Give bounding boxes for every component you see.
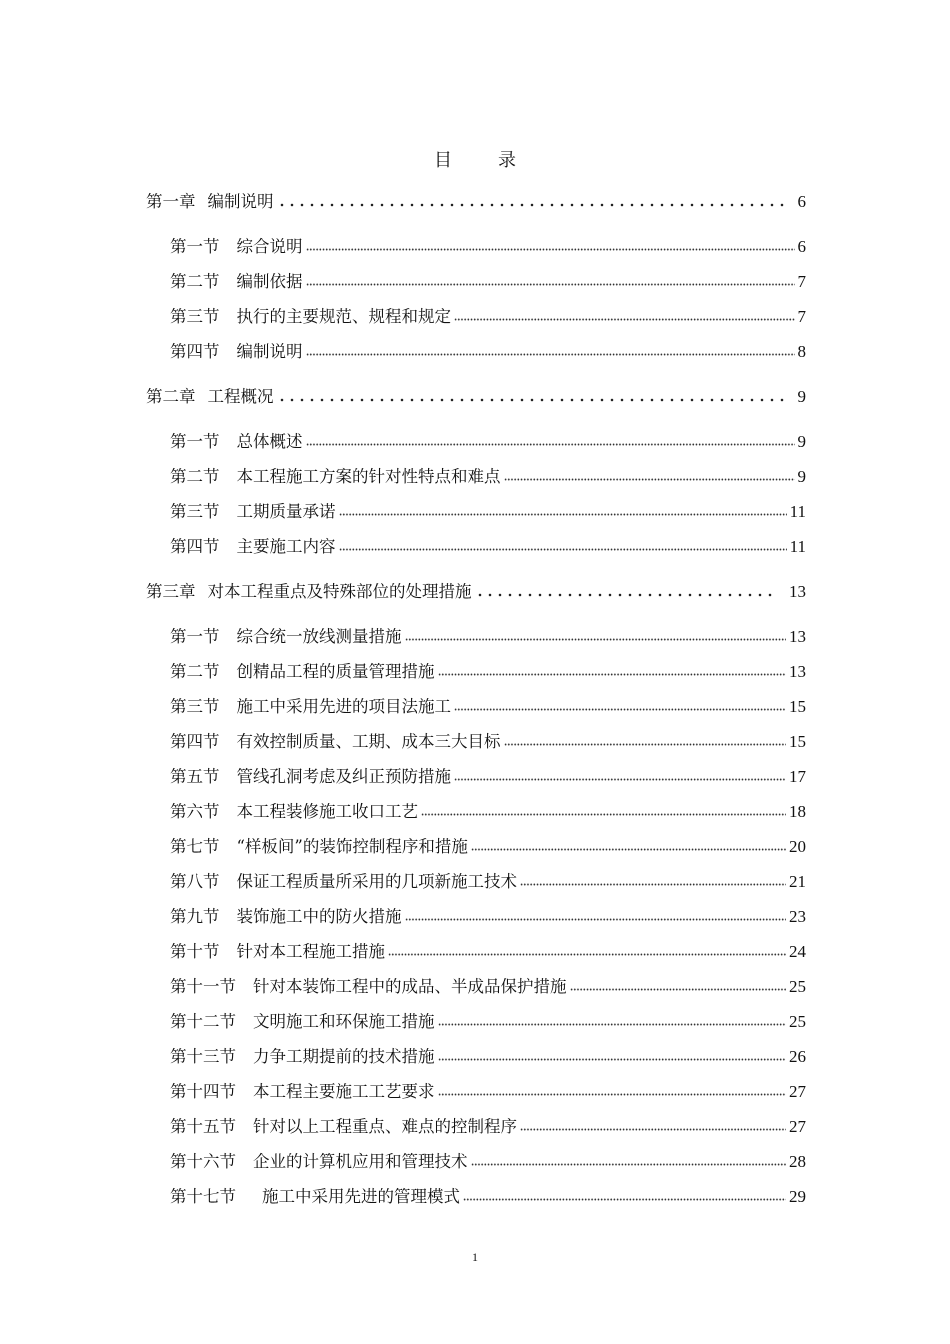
- toc-entry-label: [170, 340, 303, 364]
- toc-dot-leader: [454, 308, 795, 322]
- toc-dot-leader: [306, 343, 795, 357]
- toc-entry-title: 装饰施工中的防火措施: [236, 907, 402, 926]
- toc-dot-leader: [339, 503, 787, 517]
- toc-dot-leader: [306, 273, 795, 287]
- toc-entry-page: 15: [789, 697, 806, 716]
- toc-entry-page: 18: [789, 802, 806, 821]
- toc-entry-number: 第十二节: [170, 1012, 236, 1031]
- toc-entry-page: 13: [789, 627, 806, 646]
- toc-entry-title: 针对本工程施工措施: [236, 942, 385, 961]
- toc-entry-page: 25: [789, 977, 806, 996]
- toc-entry-number: 第八节: [170, 872, 220, 891]
- toc-dot-leader: [520, 1118, 786, 1132]
- toc-entry-label: [146, 190, 274, 214]
- toc-dot-leader: [277, 193, 785, 207]
- toc-entry-label: [170, 1185, 460, 1209]
- toc-entry-label: [170, 500, 336, 524]
- toc-entry-page: 27: [789, 1117, 806, 1136]
- toc-entry-title: 综合统一放线测量措施: [236, 627, 402, 646]
- toc-entry-title: 主要施工内容: [236, 537, 336, 556]
- toc-entry-label: [170, 625, 402, 649]
- toc-section-entry[interactable]: [170, 730, 806, 754]
- toc-entry-page: 27: [789, 1082, 806, 1101]
- toc-entry-number: 第四节: [170, 537, 220, 556]
- toc-section-entry[interactable]: [170, 940, 806, 964]
- toc-section-entry[interactable]: [170, 535, 806, 559]
- toc-entry-number: 第四节: [170, 342, 220, 361]
- toc-entry-title: 施工中采用先进的项目法施工: [236, 697, 451, 716]
- toc-title-char-1: 目: [434, 150, 452, 171]
- toc-section-entry[interactable]: [170, 1010, 806, 1034]
- toc-entry-title: 本工程装修施工收口工艺: [236, 802, 418, 821]
- toc-entry-title: 针对以上工程重点、难点的控制程序: [253, 1117, 517, 1136]
- toc-entry-title: “样板间”的装饰控制程序和措施: [236, 837, 468, 856]
- toc-entry-title: 针对本装饰工程中的成品、半成品保护措施: [253, 977, 567, 996]
- toc-section-entry[interactable]: [170, 625, 806, 649]
- toc-entry-title: 编制说明: [207, 192, 274, 211]
- toc-entry-page: 11: [789, 502, 806, 521]
- toc-entry-title: 综合说明: [236, 237, 303, 256]
- toc-entry-page: 25: [789, 1012, 806, 1031]
- toc-entry-label: [170, 1115, 517, 1139]
- toc-entry-title: 编制依据: [236, 272, 303, 291]
- toc-section-entry[interactable]: [170, 975, 806, 999]
- toc-section-entry[interactable]: [170, 695, 806, 719]
- toc-entry-number: 第十五节: [170, 1117, 236, 1136]
- toc-dot-leader: [438, 1048, 787, 1062]
- toc-entry-number: 第十七节: [170, 1187, 236, 1206]
- toc-section-entry[interactable]: [170, 1045, 806, 1069]
- toc-section-entry[interactable]: [170, 1115, 806, 1139]
- toc-section-entry[interactable]: [170, 430, 806, 454]
- toc-dot-leader: [471, 1153, 787, 1167]
- toc-entry-number: 第一节: [170, 627, 220, 646]
- toc-entry-number: 第四节: [170, 732, 220, 751]
- toc-title: [0, 146, 950, 172]
- toc-entry-number: 第二章: [146, 387, 196, 406]
- toc-entry-page: 20: [789, 837, 806, 856]
- toc-section-entry[interactable]: [170, 765, 806, 789]
- toc-entry-label: [170, 730, 501, 754]
- toc-entry-label: [170, 695, 451, 719]
- toc-entry-number: 第二节: [170, 662, 220, 681]
- toc-section-entry[interactable]: [170, 660, 806, 684]
- toc-entry-label: [170, 800, 418, 824]
- toc-entry-label: [170, 465, 501, 489]
- toc-entry-label: [170, 1045, 435, 1069]
- toc-dot-leader: [438, 1013, 787, 1027]
- toc-entry-number: 第十六节: [170, 1152, 236, 1171]
- toc-dot-leader: [388, 943, 786, 957]
- toc-dot-leader: [520, 873, 786, 887]
- toc-dot-leader: [475, 583, 777, 597]
- toc-entry-page: 9: [797, 432, 806, 451]
- toc-entry-number: 第五节: [170, 767, 220, 786]
- toc-section-entry[interactable]: [170, 1150, 806, 1174]
- toc-entry-label: [170, 1150, 468, 1174]
- toc-section-entry[interactable]: [170, 305, 806, 329]
- toc-entry-page: 28: [789, 1152, 806, 1171]
- toc-entry-page: 26: [789, 1047, 806, 1066]
- toc-chapter-entry[interactable]: [146, 190, 806, 214]
- toc-entry-page: 17: [789, 767, 806, 786]
- toc-entry-page: 9: [797, 387, 806, 406]
- toc-entry-number: 第九节: [170, 907, 220, 926]
- toc-entry-page: 9: [797, 467, 806, 486]
- toc-entry-title: 编制说明: [236, 342, 303, 361]
- toc-dot-leader: [471, 838, 786, 852]
- toc-entry-page: 13: [789, 582, 806, 601]
- toc-entry-page: 29: [789, 1187, 806, 1206]
- toc-dot-leader: [463, 1188, 786, 1202]
- toc-dot-leader: [504, 733, 787, 747]
- toc-section-entry[interactable]: [170, 1080, 806, 1104]
- toc-dot-leader: [277, 388, 785, 402]
- toc-entry-label: [170, 660, 435, 684]
- toc-entry-page: 24: [789, 942, 806, 961]
- toc-entry-title: 文明施工和环保施工措施: [253, 1012, 435, 1031]
- toc-entry-number: 第十节: [170, 942, 220, 961]
- toc-dot-leader: [306, 238, 795, 252]
- toc-entry-label: [170, 1010, 435, 1034]
- toc-entry-title: 施工中采用先进的管理模式: [262, 1187, 460, 1206]
- toc-entry-number: 第三节: [170, 307, 220, 326]
- toc-dot-leader: [454, 768, 786, 782]
- toc-section-entry[interactable]: [170, 270, 806, 294]
- page-number: 1: [472, 1250, 478, 1264]
- toc-entry-page: 23: [789, 907, 806, 926]
- toc-entry-label: [170, 270, 303, 294]
- toc-entry-number: 第三节: [170, 697, 220, 716]
- toc-entry-title: 执行的主要规范、规程和规定: [236, 307, 451, 326]
- toc-dot-leader: [405, 628, 787, 642]
- toc-section-entry[interactable]: [170, 340, 806, 364]
- toc-entry-page: 13: [789, 662, 806, 681]
- toc-chapter-entry[interactable]: [146, 385, 806, 409]
- toc-section-entry[interactable]: [170, 905, 806, 929]
- toc-entry-number: 第十一节: [170, 977, 236, 996]
- toc-section-entry[interactable]: [170, 800, 806, 824]
- toc-entry-label: [170, 870, 517, 894]
- toc-entry-number: 第六节: [170, 802, 220, 821]
- toc-entry-label: [170, 235, 303, 259]
- toc-entry-label: [170, 535, 336, 559]
- toc-entry-title: 工期质量承诺: [236, 502, 336, 521]
- toc-entry-title: 有效控制质量、工期、成本三大目标: [236, 732, 501, 751]
- toc-entry-title: 本工程施工方案的针对性特点和难点: [236, 467, 501, 486]
- toc-entry-label: [170, 835, 468, 859]
- toc-entry-title: 总体概述: [236, 432, 303, 451]
- toc-dot-leader: [339, 538, 787, 552]
- toc-dot-leader: [438, 1083, 787, 1097]
- toc-entry-label: [170, 975, 567, 999]
- toc-entry-label: [146, 580, 472, 604]
- toc-entry-number: 第一章: [146, 192, 196, 211]
- toc-entry-label: [146, 385, 274, 409]
- toc-section-entry[interactable]: [170, 235, 806, 259]
- toc-dot-leader: [454, 698, 786, 712]
- toc-entry-page: 15: [789, 732, 806, 751]
- toc-entry-number: 第一节: [170, 432, 220, 451]
- toc-entry-page: 8: [797, 342, 806, 361]
- toc-entry-number: 第十三节: [170, 1047, 236, 1066]
- toc-entry-number: 第十四节: [170, 1082, 236, 1101]
- toc-section-entry[interactable]: [170, 870, 806, 894]
- toc-entry-number: 第一节: [170, 237, 220, 256]
- toc-entry-label: [170, 305, 451, 329]
- toc-entry-title: 企业的计算机应用和管理技术: [253, 1152, 468, 1171]
- toc-entry-page: 11: [789, 537, 806, 556]
- toc-dot-leader: [438, 663, 787, 677]
- toc-dot-leader: [504, 468, 795, 482]
- toc-entry-page: 7: [797, 272, 806, 291]
- toc-entry-number: 第三章: [146, 582, 196, 601]
- toc-entry-title: 创精品工程的质量管理措施: [236, 662, 435, 681]
- toc-section-entry[interactable]: [170, 1185, 806, 1209]
- toc-section-entry[interactable]: [170, 835, 806, 859]
- toc-dot-leader: [306, 433, 795, 447]
- toc-entry-label: [170, 765, 451, 789]
- toc-dot-leader: [421, 803, 786, 817]
- toc-entry-title: 对本工程重点及特殊部位的处理措施: [207, 582, 472, 601]
- toc-section-entry[interactable]: [170, 500, 806, 524]
- toc-entry-label: [170, 430, 303, 454]
- toc-dot-leader: [570, 978, 787, 992]
- toc-entry-title: 管线孔洞考虑及纠正预防措施: [236, 767, 451, 786]
- toc-entry-label: [170, 1080, 435, 1104]
- toc-title-char-2: 录: [498, 150, 516, 171]
- toc-entry-number: 第二节: [170, 272, 220, 291]
- toc-entry-label: [170, 940, 385, 964]
- toc-entry-page: 6: [797, 237, 806, 256]
- toc-section-entry[interactable]: [170, 465, 806, 489]
- toc-entry-title: 力争工期提前的技术措施: [253, 1047, 435, 1066]
- toc-entry-label: [170, 905, 402, 929]
- toc-entry-page: 7: [797, 307, 806, 326]
- toc-entry-title: 工程概况: [207, 387, 274, 406]
- toc-dot-leader: [405, 908, 787, 922]
- toc-entry-page: 21: [789, 872, 806, 891]
- toc-chapter-entry[interactable]: [146, 580, 806, 604]
- toc-entry-title: 保证工程质量所采用的几项新施工技术: [236, 872, 517, 891]
- toc-entry-number: 第二节: [170, 467, 220, 486]
- toc-entry-number: 第七节: [170, 837, 220, 856]
- toc-entry-number: 第三节: [170, 502, 220, 521]
- toc-entry-page: 6: [797, 192, 806, 211]
- toc-entry-title: 本工程主要施工工艺要求: [253, 1082, 435, 1101]
